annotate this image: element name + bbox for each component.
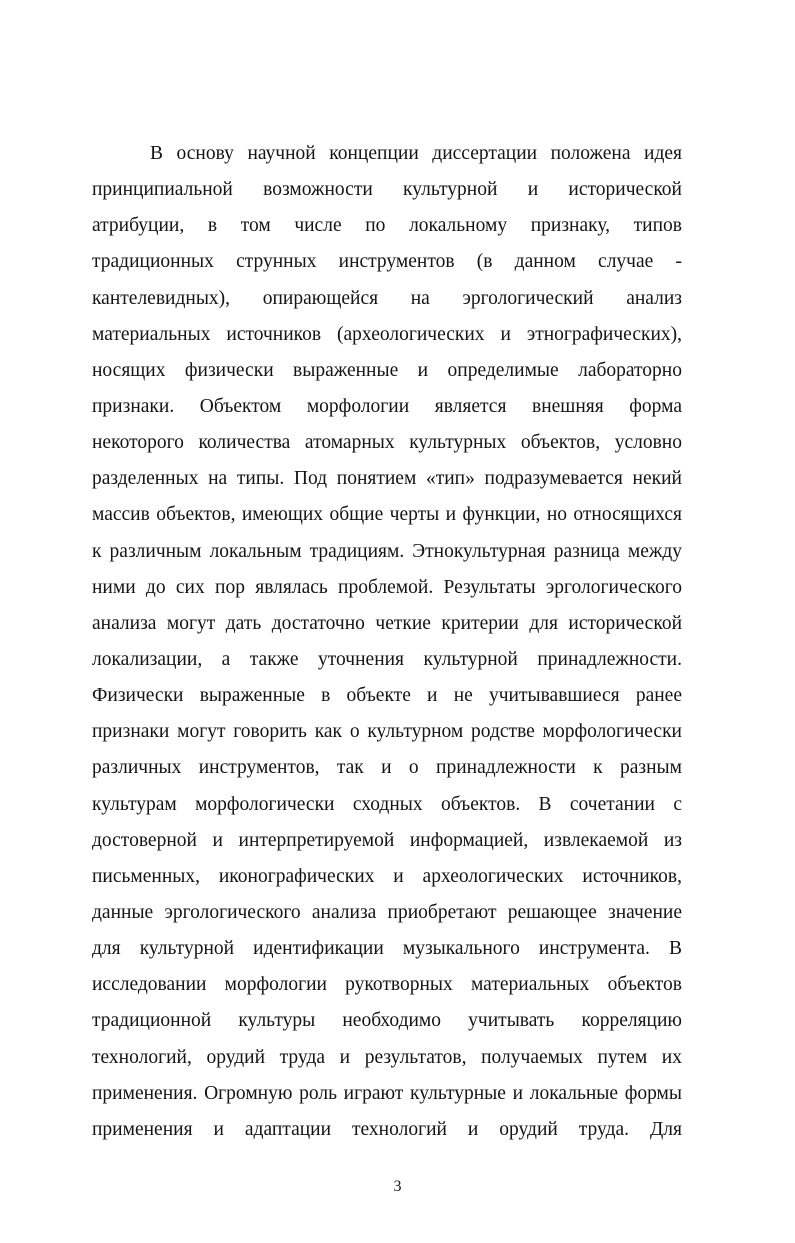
paragraph-line: признаки могут говорить как о культурном родстве морфологически: [92, 721, 682, 743]
paragraph-line: принципиальной возможности культурной и исторической: [92, 179, 682, 201]
paragraph-line: носящих физически выраженные и определимые лабораторно: [92, 359, 682, 381]
paragraph-line: исследовании морфологии рукотворных материальных объектов: [92, 974, 682, 996]
paragraph-line: анализа могут дать достаточно четкие критерии для исторической: [92, 612, 682, 634]
paragraph-line: применения. Огромную роль играют культурные и локальные формы: [92, 1082, 682, 1104]
paragraph-line: достоверной и интерпретируемой информацией, извлекаемой из: [92, 829, 682, 851]
paragraph-line: атрибуции, в том числе по локальному признаку, типов: [92, 215, 682, 237]
paragraph-line: для культурной идентификации музыкального инструмента. В: [92, 938, 682, 960]
paragraph-line: культурам морфологически сходных объектов. В сочетании с: [92, 793, 682, 815]
paragraph-line: признаки. Объектом морфологии является внешняя форма: [92, 395, 682, 417]
paragraph-line: данные эргологического анализа приобретают решающее значение: [92, 901, 682, 923]
paragraph-line: материальных источников (археологических и этнографических),: [92, 323, 682, 345]
paragraph-line: массив объектов, имеющих общие черты и функции, но относящихся: [92, 504, 682, 526]
paragraph-line: применения и адаптации технологий и орудий труда. Для: [92, 1118, 682, 1140]
paragraph-line: традиционной культуры необходимо учитывать корреляцию: [92, 1010, 682, 1032]
paragraph-line: разделенных на типы. Под понятием «тип» подразумевается некий: [92, 468, 682, 490]
paragraph-line: локализации, а также уточнения культурной принадлежности.: [92, 648, 682, 670]
paragraph-line: кантелевидных), опирающейся на эргологический анализ: [92, 287, 682, 309]
paragraph-line: Физически выраженные в объекте и не учитывавшиеся ранее: [92, 685, 682, 707]
paragraph-line: письменных, иконографических и археологических источников,: [92, 865, 682, 887]
paragraph-line: В основу научной концепции диссертации положена идея: [150, 143, 682, 164]
paragraph-line: технологий, орудий труда и результатов, получаемых путем их: [92, 1046, 682, 1068]
paragraph-line: традиционных струнных инструментов (в данном случае -: [92, 251, 682, 273]
paragraph-line: ними до сих пор являлась проблемой. Результаты эргологического: [92, 576, 682, 598]
paragraph-line: различных инструментов, так и о принадлежности к разным: [92, 757, 682, 779]
paragraph-line: некоторого количества атомарных культурных объектов, условно: [92, 432, 682, 454]
body-paragraph: [92, 136, 682, 1148]
page-number: 3: [393, 1178, 402, 1195]
paragraph-line: к различным локальным традициям. Этнокультурная разница между: [92, 540, 682, 562]
